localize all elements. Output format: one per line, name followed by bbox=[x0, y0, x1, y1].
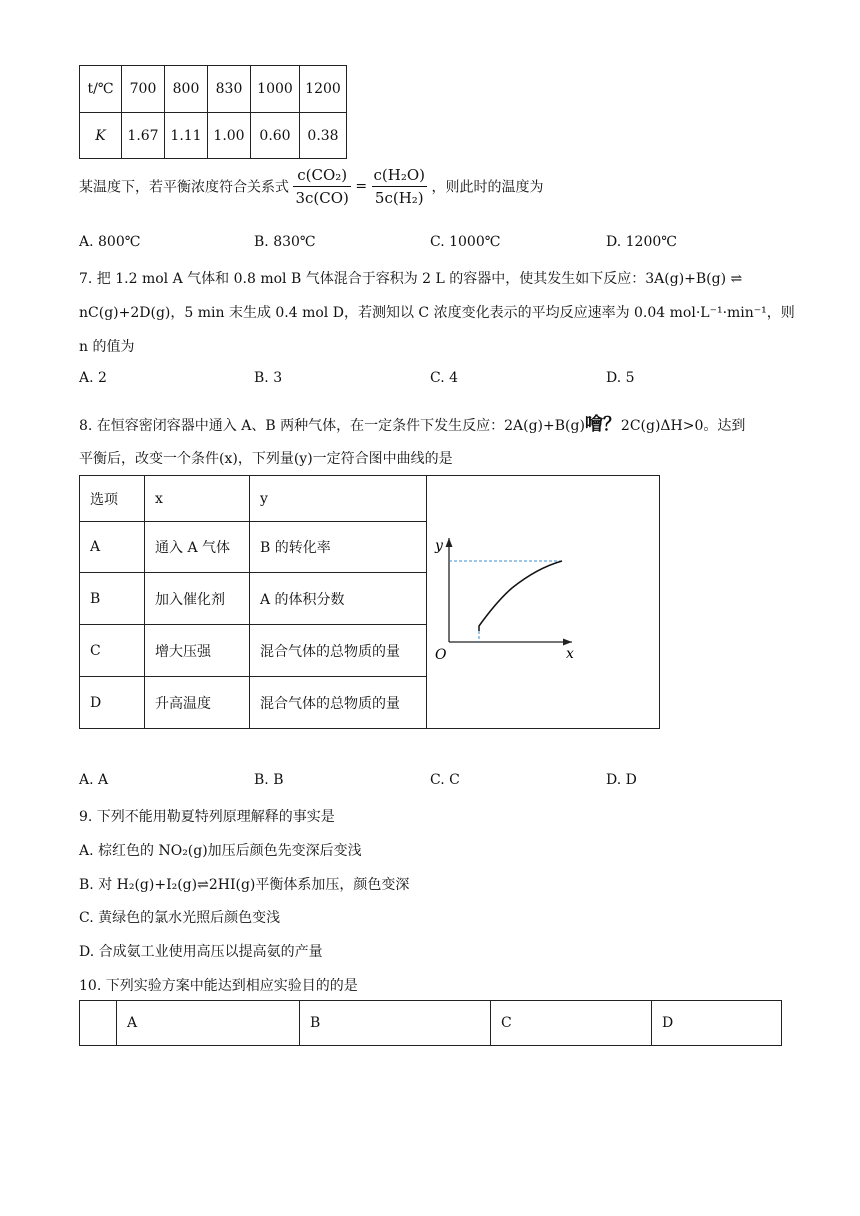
q6-fraction-left bbox=[293, 166, 350, 207]
q8-graph bbox=[427, 476, 659, 728]
q6-equals: = bbox=[355, 178, 368, 195]
q9-option-d[interactable]: D. 合成氨工业使用高压以提高氨的产量 bbox=[79, 944, 323, 960]
q6-stem bbox=[79, 166, 543, 207]
k-table-cell: 800 bbox=[165, 66, 208, 113]
q10-header-d: D bbox=[652, 1001, 782, 1046]
q8-option-b[interactable]: B. B bbox=[254, 772, 284, 788]
q6-stem-prefix: 某温度下，若平衡浓度符合关系式 bbox=[79, 179, 289, 196]
curve bbox=[479, 561, 562, 631]
x-axis-label: x bbox=[566, 646, 574, 662]
q8-line-1 bbox=[79, 410, 745, 436]
k-table-cell: 1000 bbox=[251, 66, 300, 113]
k-table-cell: K bbox=[80, 113, 122, 159]
q8-garbled-arrow: 噲？ bbox=[584, 414, 621, 435]
k-table-cell: 0.60 bbox=[251, 113, 300, 159]
q6-fraction-right-num: c(H₂O) bbox=[372, 166, 428, 187]
k-table-cell: 700 bbox=[122, 66, 165, 113]
k-table-cell: t/℃ bbox=[80, 66, 122, 113]
q8-option-a[interactable]: A. A bbox=[79, 772, 109, 788]
q6-fraction-left-num: c(CO₂) bbox=[293, 166, 350, 187]
q6-option-a[interactable]: A. 800℃ bbox=[79, 234, 141, 250]
q6-stem-suffix: ，则此时的温度为 bbox=[431, 179, 544, 196]
y-axis-label: y bbox=[435, 538, 443, 554]
k-table-cell: 1.00 bbox=[208, 113, 251, 159]
k-table-cell: 1.67 bbox=[122, 113, 165, 159]
q8-table bbox=[79, 475, 660, 729]
q6-option-d[interactable]: D. 1200℃ bbox=[606, 234, 677, 250]
q10-header-b: B bbox=[300, 1001, 491, 1046]
q7-line-3: n 的值为 bbox=[79, 339, 135, 355]
k-table-cell: 830 bbox=[208, 66, 251, 113]
q8-header-option: 选项 bbox=[80, 476, 145, 522]
q7-option-d[interactable]: D. 5 bbox=[606, 370, 635, 386]
q9-stem: 9. 下列不能用勒夏特列原理解释的事实是 bbox=[79, 809, 335, 825]
q7-line-1: 7. 把 1.2 mol A 气体和 0.8 mol B 气体混合于容积为 2 L 的容器中，使其发生如下反应：3A(g)+B(g) ⇌ bbox=[79, 271, 743, 287]
q8-option-d[interactable]: D. D bbox=[606, 772, 637, 788]
q10-header-blank bbox=[80, 1001, 117, 1046]
q9-option-c[interactable]: C. 黄绿色的氯水光照后颜色变浅 bbox=[79, 910, 281, 926]
q6-fraction-right-den: 5c(H₂) bbox=[374, 189, 424, 207]
q9-option-b[interactable]: B. 对 H₂(g)+I₂(g)⇌2HI(g)平衡体系加压，颜色变深 bbox=[79, 877, 410, 893]
y-axis-arrow-icon bbox=[446, 538, 453, 547]
k-table-cell: 0.38 bbox=[300, 113, 347, 159]
q8-header-y: y bbox=[250, 476, 427, 522]
q8-row-a-y: B 的转化率 bbox=[250, 522, 427, 573]
q8-header-x: x bbox=[145, 476, 250, 522]
q8-option-c[interactable]: C. C bbox=[430, 772, 460, 788]
x-axis-arrow-icon bbox=[563, 639, 572, 646]
q10-stem: 10. 下列实验方案中能达到相应实验目的的是 bbox=[79, 978, 358, 994]
q8-graph-cell bbox=[427, 476, 660, 729]
k-table-cell: 1200 bbox=[300, 66, 347, 113]
q10-header-c: C bbox=[491, 1001, 652, 1046]
q7-option-a[interactable]: A. 2 bbox=[79, 370, 107, 386]
q7-option-c[interactable]: C. 4 bbox=[430, 370, 459, 386]
q8-line-1-text: 8. 在恒容密闭容器中通入 A、B 两种气体，在一定条件下发生反应：2A(g)+B(g) bbox=[79, 418, 585, 434]
q6-fraction-right bbox=[372, 166, 428, 207]
q10-table bbox=[79, 1000, 782, 1046]
q8-row-a-option: A bbox=[80, 522, 145, 573]
q9-option-a[interactable]: A. 棕红色的 NO₂(g)加压后颜色先变深后变浅 bbox=[79, 843, 362, 859]
q8-row-d-x: 升高温度 bbox=[145, 677, 250, 729]
q8-line-2: 平衡后，改变一个条件(x)，下列量(y)一定符合图中曲线的是 bbox=[79, 451, 453, 467]
q8-row-c-x: 增大压强 bbox=[145, 625, 250, 677]
q8-row-d-y: 混合气体的总物质的量 bbox=[250, 677, 427, 729]
q6-fraction-left-den: 3c(CO) bbox=[295, 189, 349, 207]
q8-row-b-y: A 的体积分数 bbox=[250, 573, 427, 625]
q10-header-a: A bbox=[117, 1001, 300, 1046]
q7-option-b[interactable]: B. 3 bbox=[254, 370, 283, 386]
q7-line-2: nC(g)+2D(g)，5 min 末生成 0.4 mol D，若测知以 C 浓度变化表示的平均反应速率为 0.04 mol·L⁻¹·min⁻¹，则 bbox=[79, 305, 795, 321]
k-table-cell: 1.11 bbox=[165, 113, 208, 159]
q8-row-c-y: 混合气体的总物质的量 bbox=[250, 625, 427, 677]
origin-label: O bbox=[435, 647, 447, 663]
q8-row-d-option: D bbox=[80, 677, 145, 729]
q8-row-a-x: 通入 A 气体 bbox=[145, 522, 250, 573]
q8-row-b-x: 加入催化剂 bbox=[145, 573, 250, 625]
q8-row-c-option: C bbox=[80, 625, 145, 677]
q6-option-c[interactable]: C. 1000℃ bbox=[430, 234, 501, 250]
q6-option-b[interactable]: B. 830℃ bbox=[254, 234, 316, 250]
q8-line-1-end: 2C(g)ΔH>0。达到 bbox=[620, 418, 746, 434]
q8-row-b-option: B bbox=[80, 573, 145, 625]
k-table bbox=[79, 65, 347, 159]
